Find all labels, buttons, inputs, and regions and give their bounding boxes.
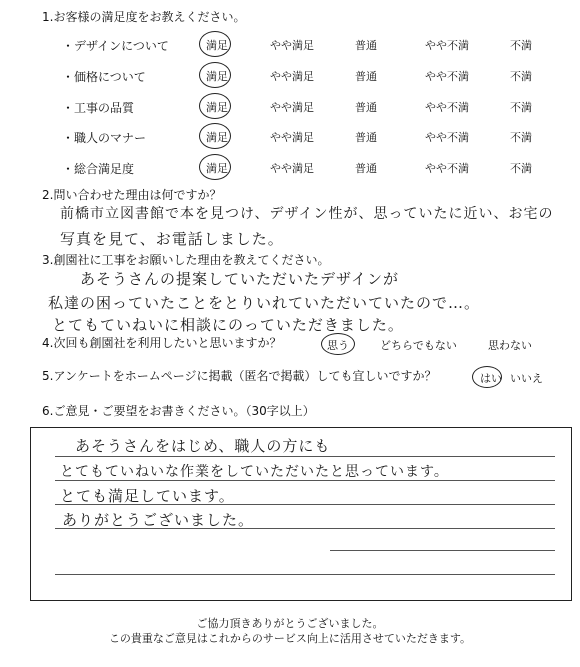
option-somewhat-dissatisfied[interactable]: やや不満	[425, 162, 469, 175]
footer-note: この貴重なご意見はこれからのサービス向上に活用させていただきます。	[108, 632, 472, 645]
option-dissatisfied[interactable]: 不満	[510, 162, 532, 175]
q4-title: 4.次回も創園社を利用したいと思いますか？	[42, 336, 282, 350]
option-somewhat-dissatisfied[interactable]: やや不満	[425, 131, 469, 144]
selection-circle	[199, 93, 231, 119]
option-dissatisfied[interactable]: 不満	[510, 39, 532, 52]
option-dissatisfied[interactable]: 不満	[510, 131, 532, 144]
option-neutral[interactable]: 普通	[355, 39, 377, 52]
option-no[interactable]: いいえ	[510, 372, 543, 385]
option-neither[interactable]: どちらでもない	[380, 339, 457, 352]
option-satisfied[interactable]: 満足	[206, 162, 228, 175]
selection-circle	[199, 123, 231, 149]
q6-answer-line: あそうさんをはじめ、職人の方にも	[75, 437, 331, 455]
option-satisfied[interactable]: 満足	[206, 131, 228, 144]
writing-line	[55, 574, 555, 575]
q1-row-quality	[0, 96, 580, 116]
selection-circle	[199, 154, 231, 180]
selection-circle	[199, 62, 231, 88]
q1-row-label: ・総合満足度	[62, 162, 135, 176]
q1-title: 1.お客様の満足度をお教えください。	[42, 10, 246, 24]
option-satisfied[interactable]: 満足	[206, 70, 228, 83]
option-neutral[interactable]: 普通	[355, 162, 377, 175]
writing-line	[330, 550, 555, 551]
option-think-so[interactable]: 思う	[327, 339, 349, 352]
option-somewhat-dissatisfied[interactable]: やや不満	[425, 39, 469, 52]
q1-row-label: ・職人のマナー	[62, 131, 147, 145]
option-somewhat-dissatisfied[interactable]: やや不満	[425, 101, 469, 114]
q2-title: 2.問い合わせた理由は何ですか？	[42, 188, 222, 202]
option-neutral[interactable]: 普通	[355, 70, 377, 83]
option-yes[interactable]: はい	[480, 372, 502, 385]
writing-line	[55, 456, 555, 457]
q1-row-price	[0, 65, 580, 85]
option-somewhat-dissatisfied[interactable]: やや不満	[425, 70, 469, 83]
option-satisfied[interactable]: 満足	[206, 39, 228, 52]
q6-answer-line: ありがとうございました。	[62, 511, 255, 529]
option-satisfied[interactable]: 満足	[206, 101, 228, 114]
q6-answer-line: とてもていねいな作業をしていただいたと思っています。	[60, 464, 449, 480]
selection-circle	[199, 31, 231, 57]
q6-title: 6.ご意見・ご要望をお書きください。（30字以上）	[42, 404, 315, 418]
option-neutral[interactable]: 普通	[355, 131, 377, 144]
q1-row-label: ・デザインについて	[62, 39, 169, 53]
option-somewhat-satisfied[interactable]: やや満足	[270, 131, 314, 144]
q2-answer-line: 写真を見て、お電話しました。	[60, 230, 284, 248]
option-dont-think-so[interactable]: 思わない	[488, 339, 532, 352]
q3-answer-line: とてもていねいに相談にのっていただきました。	[52, 316, 404, 334]
selection-circle	[321, 333, 355, 355]
q1-row-design	[0, 34, 580, 54]
q5-title: 5.アンケートをホームページに掲載（匿名で掲載）しても宜しいですか？	[42, 369, 437, 383]
q1-row-label: ・価格について	[62, 70, 146, 84]
q1-row-manners	[0, 126, 580, 146]
option-dissatisfied[interactable]: 不満	[510, 70, 532, 83]
option-somewhat-satisfied[interactable]: やや満足	[270, 162, 314, 175]
selection-circle	[472, 366, 502, 388]
option-dissatisfied[interactable]: 不満	[510, 101, 532, 114]
option-somewhat-satisfied[interactable]: やや満足	[270, 101, 314, 114]
q1-row-overall	[0, 157, 580, 177]
option-somewhat-satisfied[interactable]: やや満足	[270, 70, 314, 83]
q6-answer-line: とても満足しています。	[60, 487, 235, 505]
q3-answer-line: 私達の困っていたことをとりいれていただいていたので…。	[48, 294, 481, 312]
q1-row-label: ・工事の品質	[62, 101, 135, 115]
option-neutral[interactable]: 普通	[355, 101, 377, 114]
option-somewhat-satisfied[interactable]: やや満足	[270, 39, 314, 52]
q3-answer-line: あそうさんの提案していただいたデザインが	[80, 270, 399, 288]
q2-answer-line: 前橋市立図書館で本を見つけ、デザイン性が、思っていたに近い、お宅の	[60, 206, 554, 222]
q3-title: 3.創園社に工事をお願いした理由を教えてください。	[42, 253, 330, 267]
footer-thanks: ご協力頂きありがとうございました。	[196, 617, 384, 630]
